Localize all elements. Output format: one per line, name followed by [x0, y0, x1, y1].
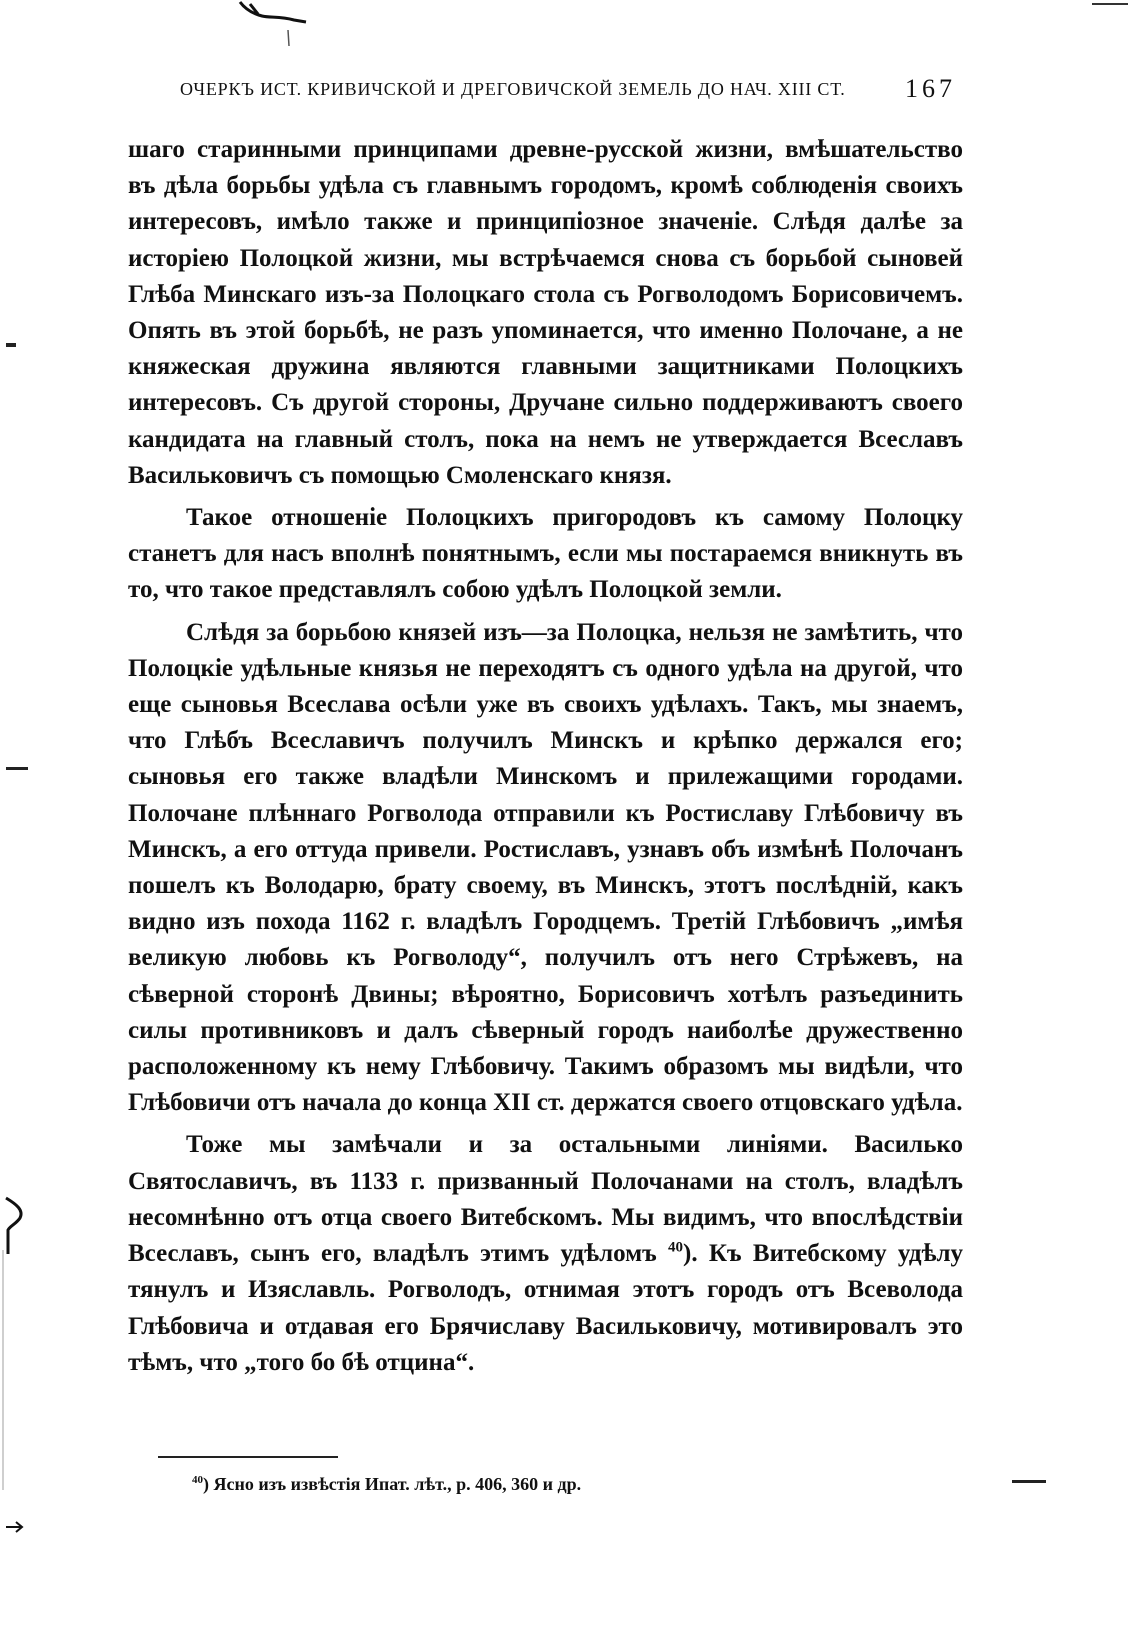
running-title: ОЧЕРКЪ ИСТ. КРИВИЧСКОЙ И ДРЕГОВИЧСКОЙ ЗЕМЕЛЬ ДО НАЧ. XIII СТ. — [180, 79, 846, 99]
pen-scribble-mark — [236, 0, 316, 48]
margin-bracket-mark — [2, 1196, 30, 1256]
paragraph-2: Такое отношеніе Полоцкихъ пригородовъ къ самому Полоцку станетъ для насъ вполнѣ понятнымъ, если мы постараемся вникнуть въ то, что такое представлялъ собою удѣлъ Полоцкой земли. — [128, 504, 963, 604]
page-number: 167 — [905, 74, 956, 103]
margin-dash-mark — [1012, 1480, 1046, 1483]
paragraph-4-before-note: Тоже мы замѣчали и за остальными линіями. Василько Святославичъ, въ 1133 г. призванный Полочанами на столъ, владѣлъ несомнѣнно отъ отца своего Витебскомъ. Мы видимъ, что впослѣдствіи Всеславъ, сынъ его, владѣлъ этимъ удѣломъ — [128, 1131, 963, 1268]
running-head — [180, 74, 980, 108]
footnote-rule — [158, 1456, 338, 1458]
paragraph-4-after-note: ). Къ Витебскому удѣлу тянулъ и Изяславль. Рогволодъ, отнимая этотъ городъ отъ Всеволода Глѣбовича и отдавая его Брячиславу Васильковичу, мотивировалъ это тѣмъ, что „того бо бѣ отцина“. — [128, 1240, 963, 1376]
footnote-text: ) Ясно изъ извѣстія Ипат. лѣт., р. 406, 360 и др. — [203, 1474, 582, 1494]
corner-mark — [1090, 0, 1130, 10]
footnote-reference: 40 — [668, 1239, 684, 1256]
paragraph-4 — [128, 1127, 963, 1380]
footnote-number: 40 — [192, 1474, 203, 1486]
page-edge-line — [2, 1250, 4, 1490]
margin-tick-mark — [6, 343, 16, 347]
main-text — [128, 132, 963, 1381]
margin-tick-mark — [6, 767, 28, 770]
paragraph-1: шаго старинными принципами древне-русской жизни, вмѣшательство въ дѣла борьбы удѣла съ главнымъ городомъ, кромѣ соблюденія своихъ интересовъ, имѣло также и принципіозное значеніе. Слѣдя далѣе за исторіею Полоцкой жизни, мы встрѣчаемся снова съ борьбой сыновей Глѣба Минскаго изъ-за Полоцкаго стола съ Рогволодомъ Борисовичемъ. Опять въ этой борьбѣ, не разъ упоминается, что именно Полочане, а не княжеская дружина являются главными защитниками Полоцкихъ интересовъ. Съ другой стороны, Дручане сильно поддерживаютъ своего кандидата на главный столъ, пока на немъ не утверждается Всеславъ Васильковичъ съ помощью Смоленскаго князя. — [128, 136, 963, 489]
footnote — [192, 1474, 952, 1495]
paragraph-3: Слѣдя за борьбою князей изъ—за Полоцка, нельзя не замѣтить, что Полоцкіе удѣльные князья не переходятъ съ одного удѣла на другой, что еще сыновья Всеслава осѣли уже въ своихъ удѣлахъ. Такъ, мы знаемъ, что Глѣбъ Всеславичъ получилъ Минскъ и крѣпко держался его; сыновья его также владѣли Минскомъ и прилежащими городами. Полочане плѣннаго Рогволода отправили къ Ростиславу Глѣбовичу въ Минскъ, а его оттуда привели. Ростиславъ, узнавъ объ измѣнѣ Полочанъ пошелъ къ Володарю, брату своему, въ Минскъ, этотъ послѣдній, какъ видно изъ похода 1162 г. владѣлъ Городцемъ. Третій Глѣбовичъ „имѣя великую любовь къ Рогволоду“, получилъ отъ него Стрѣжевъ, на сѣверной сторонѣ Двины; вѣроятно, Борисовичъ хотѣлъ разъединить силы противниковъ и далъ сѣверный городъ наиболѣе дружественно расположенному къ нему Глѣбовичу. Такимъ образомъ мы видѣли, что Глѣбовичи отъ начала до конца XII ст. держатся своего отцовскаго удѣла. — [128, 618, 963, 1117]
margin-arrow-mark — [4, 1520, 24, 1534]
